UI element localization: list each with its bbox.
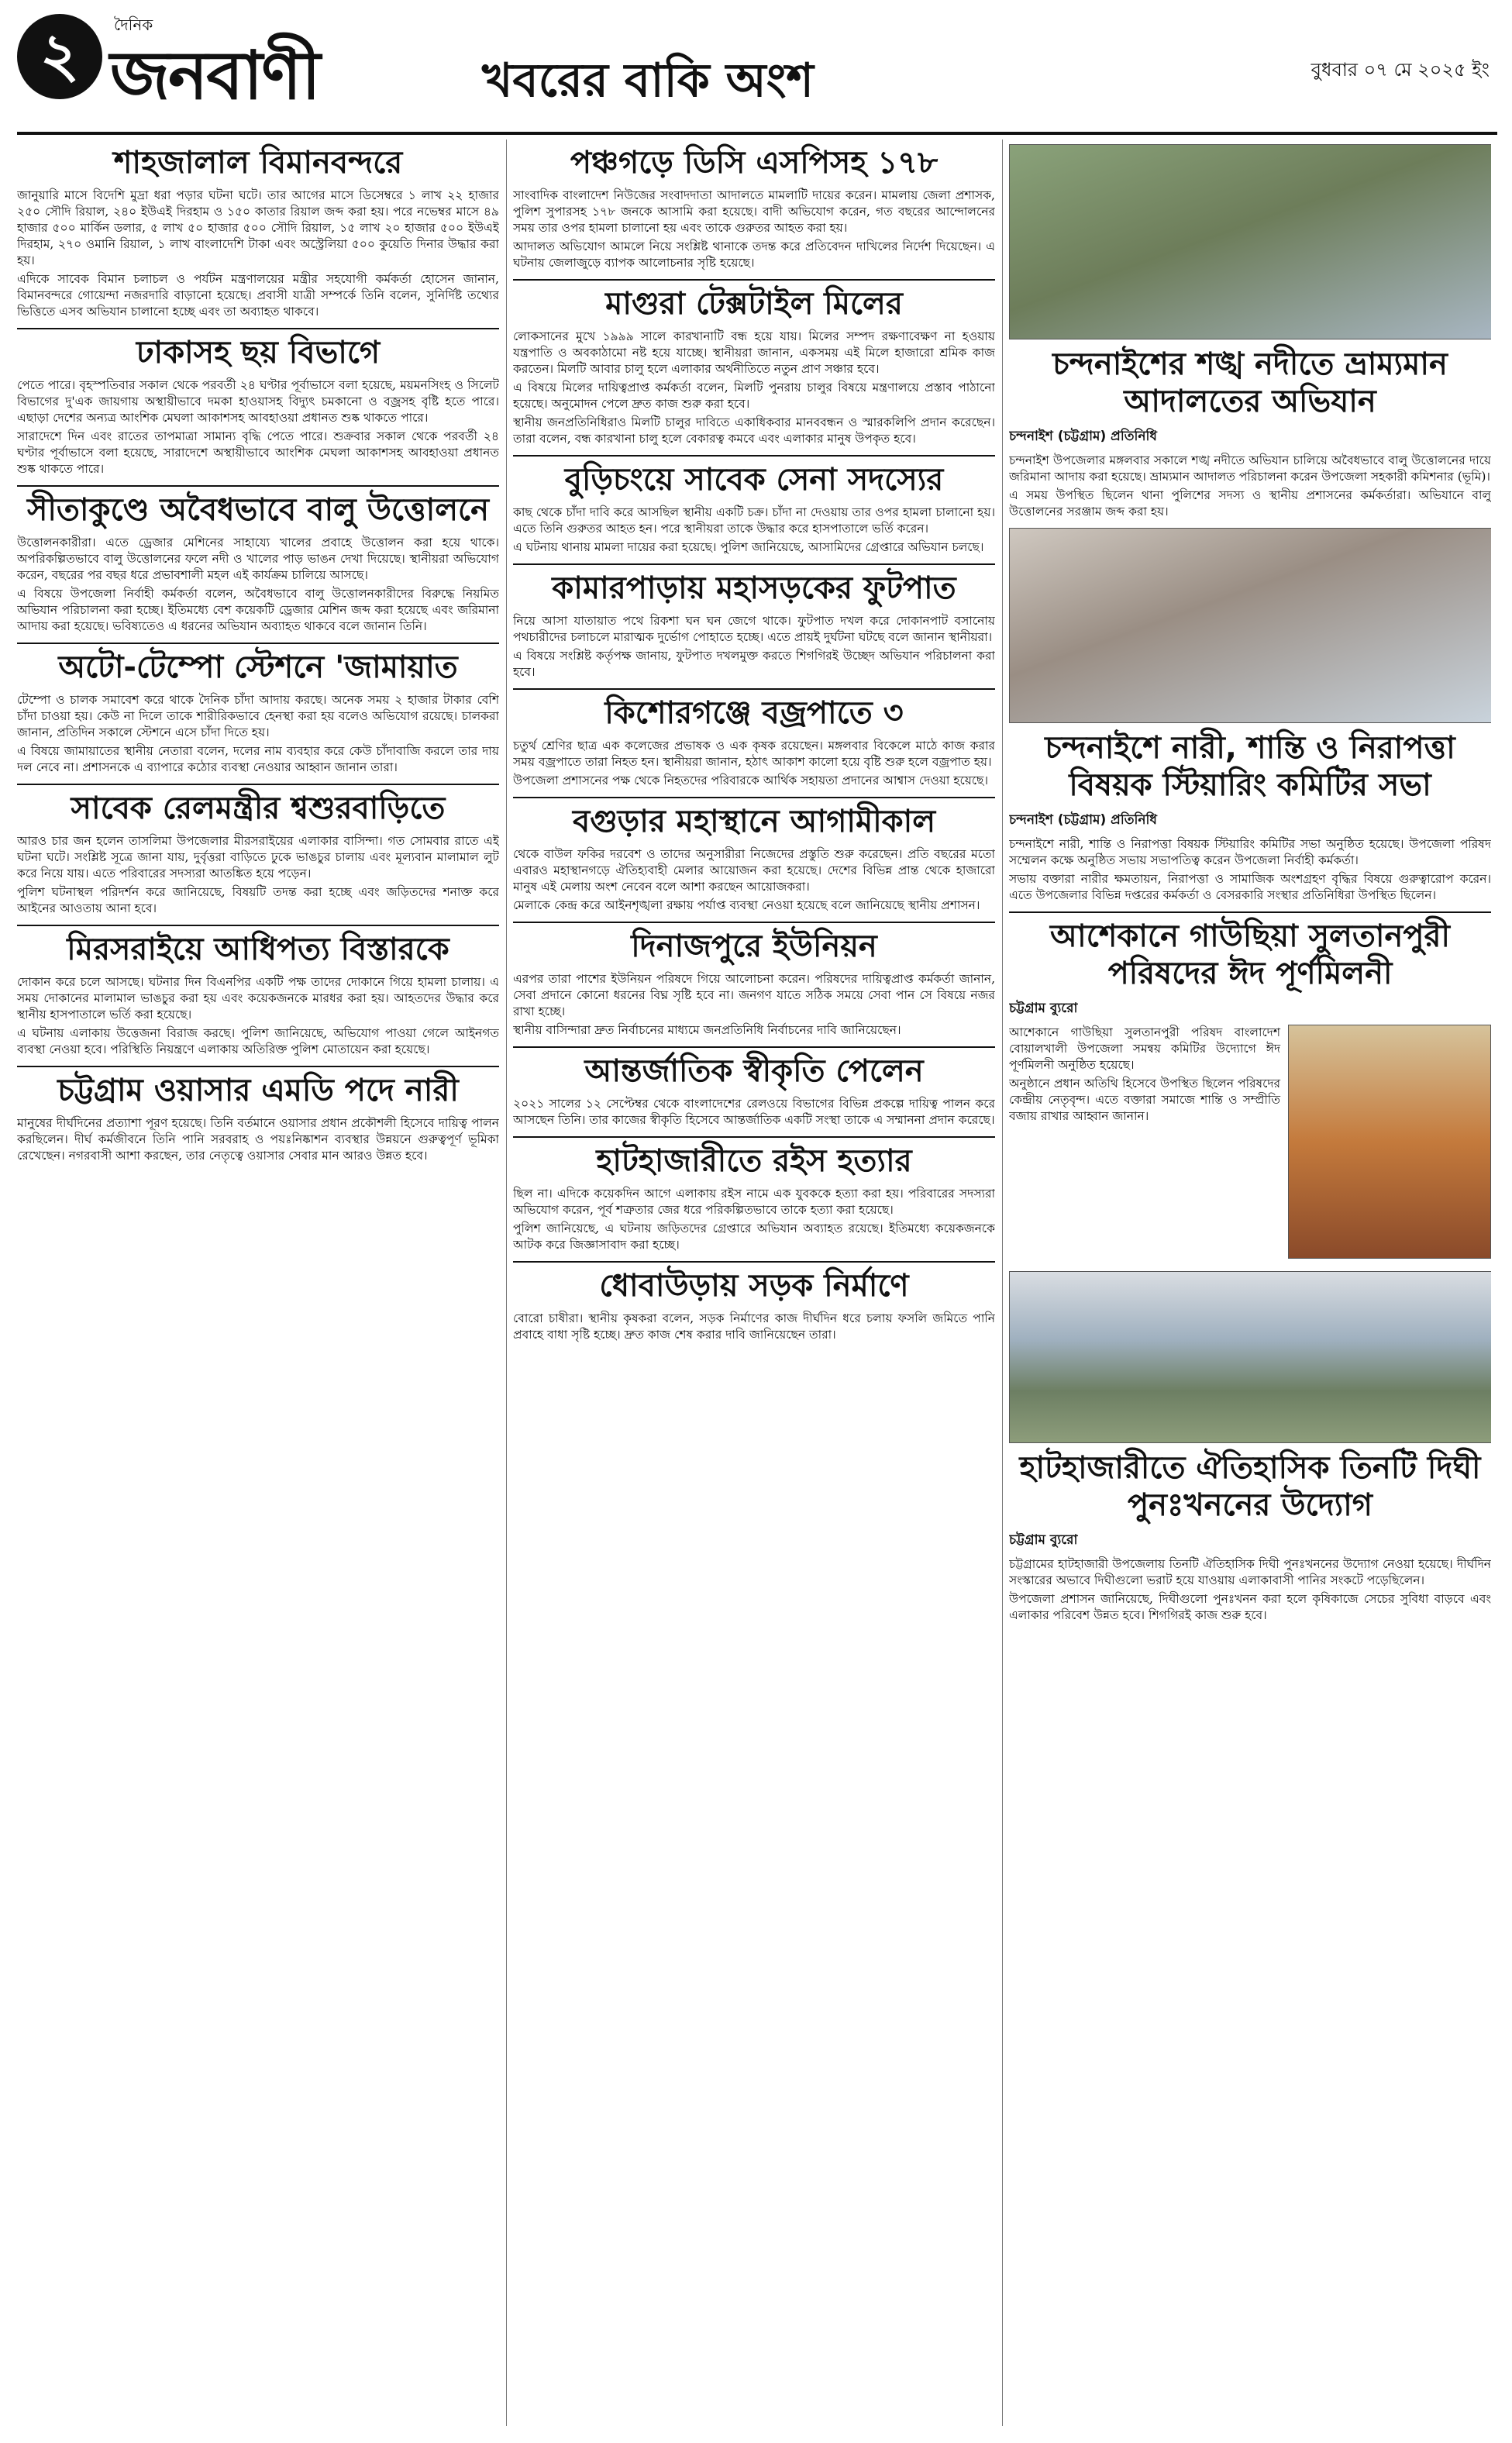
paragraph: অনুষ্ঠানে প্রধান অতিথি হিসেবে উপস্থিত ছিলেন পরিষদের কেন্দ্রীয় নেতৃবৃন্দ। এতে বক্তারা সমাজে শান্তি ও সম্প্রীতি বজায় রাখার আহ্বান জানান। bbox=[1009, 1077, 1280, 1123]
column-1 bbox=[17, 140, 499, 2434]
paragraph: এ ঘটনায় থানায় মামলা দায়ের করা হয়েছে। পুলিশ জানিয়েছে, আসামিদের গ্রেপ্তারে অভিযান চলছে। bbox=[513, 540, 984, 554]
paragraph: উত্তোলনকারীরা। এতে ড্রেজার মেশিনের সাহায্যে খালের প্রবাহে উত্তোলন করা হয়ে থাকে। অপরিকল্পিতভাবে বালু উত্তোলনের ফলে নদী ও খালের পাড় ভাঙন দেখা দিয়েছে। স্থানীয়রা অভিযোগ করেন, বছরের পর বছর ধরে প্রভাবশালী মহল এই কার্যক্রম চালিয়ে আসছে। bbox=[17, 536, 499, 582]
story-international bbox=[513, 1046, 995, 1128]
paragraph: এরপর তারা পাশের ইউনিয়ন পরিষদে গিয়ে আলোচনা করেন। পরিষদের দায়িত্বপ্রাপ্ত কর্মকর্তা জানান, সেবা প্রদানে কোনো ধরনের বিঘ্ন সৃষ্টি হবে না। জনগণ যাতে সঠিক সময়ে সেবা পান সে বিষয়ে নজর রাখা হচ্ছে। bbox=[513, 972, 995, 1018]
column-2 bbox=[513, 140, 995, 2434]
story-railminister bbox=[17, 784, 499, 917]
paragraph: সাংবাদিক বাংলাদেশ নিউজের সংবাদদাতা আদালতে মামলাটি দায়ের করেন। মামলায় জেলা প্রশাসক, পুলিশ সুপারসহ ১৭৮ জনকে আসামি করা হয়েছে। বাদী অভিযোগ করেন, গত বছরের আন্দোলনের সময় তার ওপর হামলা চালানো হয় এবং তাকে গুরুতর আহত করা হয়। bbox=[513, 188, 995, 235]
headline: চট্টগ্রাম ওয়াসার এমডি পদে নারী bbox=[17, 1066, 499, 1109]
column-3 bbox=[1009, 140, 1491, 2434]
paragraph: এ বিষয়ে জামায়াতের স্থানীয় নেতারা বলেন, দলের নাম ব্যবহার করে কেউ চাঁদাবাজি করলে তার দায় দল নেবে না। প্রশাসনকে এ ব্যাপারে কঠোর ব্যবস্থা নেওয়ার আহ্বান জানান তারা। bbox=[17, 744, 499, 774]
story-shahjalal bbox=[17, 144, 499, 320]
dateline: চন্দনাইশ (চট্টগ্রাম) প্রতিনিধি bbox=[1009, 429, 1157, 444]
issue-date: বুধবার ০৭ মে ২০২৫ ইং bbox=[1311, 59, 1490, 81]
story-hathazari bbox=[513, 1136, 995, 1253]
story-asheklan bbox=[1009, 911, 1491, 1263]
page-number: ২ bbox=[17, 14, 102, 99]
paragraph: স্থানীয় বাসিন্দারা দ্রুত নির্বাচনের মাধ্যমে জনপ্রতিনিধি নির্বাচনের দাবি জানিয়েছেন। bbox=[513, 1023, 901, 1037]
paragraph: আরও চার জন হলেন তাসলিমা উপজেলার মীরসরাইয়ের এলাকার বাসিন্দা। গত সোমবার রাতে এই ঘটনা ঘটে। সংশ্লিষ্ট সূত্রে জানা যায়, দুর্বৃত্তরা বাড়িতে ঢুকে ভাঙচুর চালায় এবং মূল্যবান মালামাল লুট করে নিয়ে যায়। এতে পরিবারের সদস্যরা আতঙ্কিত হয়ে পড়েন। bbox=[17, 834, 499, 880]
paragraph: আশেকানে গাউছিয়া সুলতানপুরী পরিষদ বাংলাদেশ বোয়ালখালী উপজেলা সমন্বয় কমিটির উদ্যোগে ঈদ পূর্ণমিলনী অনুষ্ঠিত হয়েছে। bbox=[1009, 1025, 1280, 1072]
story-kamarpara bbox=[513, 563, 995, 681]
paragraph: জানুয়ারি মাসে বিদেশি মুদ্রা ধরা পড়ার ঘটনা ঘটে। তার আগের মাসে ডিসেম্বরে ১ লাখ ২২ হাজার ২৫০ সৌদি রিয়াল, ২৪০ ইউএই দিরহাম ও ১৫০ কাতার রিয়াল জব্দ করা হয়। পরে নভেম্বর মাসে ৪৯ হাজার ৫০০ মার্কিন ডলার, ৫ লাখ ৫০ হাজার ৫০০ সৌদি রিয়াল, ১৫ লাখ ২০ হাজার ৫০০ ইউএই দিরহাম, ২৭০ ওমানি রিয়াল, ১ লাখ বাংলাদেশি টাকা এবং অস্ট্রেলিয়া ৫০০ কুয়েতি দিনার উদ্ধার করা হয়। bbox=[17, 188, 499, 267]
headline: শাহজালাল বিমানবন্দরে bbox=[113, 145, 403, 181]
masthead bbox=[17, 8, 1497, 135]
headline: হাটহাজারীতে রইস হত্যার bbox=[513, 1136, 995, 1180]
headline: কিশোরগঞ্জে বজ্রপাতে ৩ bbox=[513, 688, 995, 732]
paragraph: এ বিষয়ে মিলের দায়িত্বপ্রাপ্ত কর্মকর্তা বলেন, মিলটি পুনরায় চালুর বিষয়ে মন্ত্রণালয়ে প্রস্তাব পাঠানো হয়েছে। অনুমোদন পেলে দ্রুত কাজ শুরু করা হবে। bbox=[513, 381, 995, 411]
headline: কামারপাড়ায় মহাসড়কের ফুটপাত bbox=[513, 563, 995, 607]
headline: পঞ্চগড়ে ডিসি এসপিসহ ১৭৮ bbox=[570, 145, 939, 181]
paragraph: মেলাকে কেন্দ্র করে আইনশৃঙ্খলা রক্ষায় পর্যাপ্ত ব্যবস্থা নেওয়া হয়েছে বলে জানিয়েছে স্থানীয় প্রশাসন। bbox=[513, 898, 980, 912]
headline: সাবেক রেলমন্ত্রীর শ্বশুরবাড়িতে bbox=[17, 784, 499, 827]
paragraph: এ বিষয়ে সংশ্লিষ্ট কর্তৃপক্ষ জানায়, ফুটপাত দখলমুক্ত করতে শিগগিরই উচ্ছেদ অভিযান পরিচালনা করা হবে। bbox=[513, 649, 995, 679]
paragraph: বোরো চাষীরা। স্থানীয় কৃষকরা বলেন, সড়ক নির্মাণের কাজ দীর্ঘদিন ধরে চলায় ফসলি জমিতে পানি প্রবাহে বাধা সৃষ্টি হচ্ছে। দ্রুত কাজ শেষ করার দাবি জানিয়েছেন তারা। bbox=[513, 1311, 995, 1342]
column-divider bbox=[1002, 140, 1003, 2426]
paragraph: মানুষের দীর্ঘদিনের প্রত্যাশা পূরণ হয়েছে। তিনি বর্তমানে ওয়াসার প্রধান প্রকৌশলী হিসেবে দায়িত্ব পালন করছিলেন। দীর্ঘ কর্মজীবনে তিনি পানি সরবরাহ ও পয়ঃনিষ্কাশন ব্যবস্থার উন্নয়নে গুরুত্বপূর্ণ ভূমিকা রেখেছেন। নগরবাসী আশা করছেন, তার নেতৃত্বে ওয়াসার সেবার মান আরও উন্নত হবে। bbox=[17, 1116, 499, 1163]
story-chandanaish-women bbox=[1009, 528, 1491, 904]
story-bogura bbox=[513, 797, 995, 914]
column-divider bbox=[506, 140, 507, 2426]
headline: দিনাজপুরে ইউনিয়ন bbox=[513, 922, 995, 965]
headline: মাগুরা টেক্সটাইল মিলের bbox=[513, 279, 995, 322]
event-photo bbox=[1288, 1025, 1491, 1259]
paragraph: চট্টগ্রামের হাটহাজারী উপজেলায় তিনটি ঐতিহাসিক দিঘী পুনঃখননের উদ্যোগ নেওয়া হয়েছে। দীর্ঘদিন সংস্কারের অভাবে দিঘীগুলো ভরাট হয়ে যাওয়ায় এলাকাবাসী পানির সংকটে পড়েছিলেন। bbox=[1009, 1557, 1491, 1587]
paragraph: চন্দনাইশ উপজেলার মঙ্গলবার সকালে শঙ্খ নদীতে অভিযান চালিয়ে অবৈধভাবে বালু উত্তোলনের দায়ে জরিমানা আদায় করা হয়েছে। ভ্রাম্যমান আদালত পরিচালনা করেন উপজেলা সহকারী কমিশনার (ভূমি)। bbox=[1009, 453, 1491, 484]
paragraph: পুলিশ ঘটনাস্থল পরিদর্শন করে জানিয়েছে, বিষয়টি তদন্ত করা হচ্ছে এবং জড়িতদের শনাক্ত করে আইনের আওতায় আনা হবে। bbox=[17, 885, 499, 915]
section-title: খবরের বাকি অংশ bbox=[482, 53, 814, 108]
paragraph: পুলিশ জানিয়েছে, এ ঘটনায় জড়িতদের গ্রেপ্তারে অভিযান অব্যাহত রয়েছে। ইতিমধ্যে কয়েকজনকে আটক করে জিজ্ঞাসাবাদ করা হচ্ছে। bbox=[513, 1222, 995, 1252]
story-kishoreganj bbox=[513, 688, 995, 789]
paragraph: আদালত অভিযোগ আমলে নিয়ে সংশ্লিষ্ট থানাকে তদন্ত করে প্রতিবেদন দাখিলের নির্দেশ দিয়েছেন। এ ঘটনায় জেলাজুড়ে ব্যাপক আলোচনার সৃষ্টি হয়েছে। bbox=[513, 239, 995, 270]
headline: মিরসরাইয়ে আধিপত্য বিস্তারকে bbox=[17, 925, 499, 968]
story-burichong bbox=[513, 455, 995, 556]
paragraph: উপজেলা প্রশাসন জানিয়েছে, দিঘীগুলো পুনঃখনন করা হলে কৃষিকাজে সেচের সুবিধা বাড়বে এবং এলাকার পরিবেশ উন্নত হবে। শিগগিরই কাজ শুরু হবে। bbox=[1009, 1592, 1491, 1622]
paragraph: এ সময় উপস্থিত ছিলেন থানা পুলিশের সদস্য ও স্থানীয় প্রশাসনের কর্মকর্তারা। অভিযানে বালু উত্তোলনের সরঞ্জাম জব্দ করা হয়। bbox=[1009, 488, 1491, 519]
story-sitakunda bbox=[17, 485, 499, 635]
dateline: চট্টগ্রাম ব্যুরো bbox=[1009, 1532, 1078, 1548]
headline: চন্দনাইশের শঙ্খ নদীতে ভ্রাম্যমান আদালতের অভিযান bbox=[1052, 346, 1448, 419]
headline: অটো-টেম্পো স্টেশনে 'জামায়াত bbox=[17, 643, 499, 686]
story-dinajpur bbox=[513, 922, 995, 1039]
news-photo bbox=[1009, 1271, 1491, 1443]
paragraph: চন্দনাইশে নারী, শান্তি ও নিরাপত্তা বিষয়ক স্টিয়ারিং কমিটির সভা অনুষ্ঠিত হয়েছে। উপজেলা পরিষদ সম্মেলন কক্ষে অনুষ্ঠিত সভায় সভাপতিত্ব করেন উপজেলা নির্বাহী কর্মকর্তা। bbox=[1009, 837, 1491, 867]
headline: সীতাকুণ্ডে অবৈধভাবে বালু উত্তোলনে bbox=[17, 485, 499, 529]
paragraph: স্থানীয় জনপ্রতিনিধিরাও মিলটি চালুর দাবিতে একাধিকবার মানববন্ধন ও স্মারকলিপি প্রদান করেছেন। তারা বলেন, বন্ধ কারখানা চালু হলে বেকারত্ব কমবে এবং এলাকার মানুষ উপকৃত হবে। bbox=[513, 415, 995, 446]
headline: বুড়িচংয়ে সাবেক সেনা সদস্যের bbox=[513, 455, 995, 498]
story-chandanaish-court bbox=[1009, 144, 1491, 520]
story-hathazari-digi bbox=[1009, 1271, 1491, 1624]
headline: ধোবাউড়ায় সড়ক নির্মাণে bbox=[513, 1261, 995, 1304]
paragraph: ছিল না। এদিকে কয়েকদিন আগে এলাকায় রইস নামে এক যুবককে হত্যা করা হয়। পরিবারের সদস্যরা অভিযোগ করেন, পূর্ব শত্রুতার জের ধরে পরিকল্পিতভাবে তাকে হত্যা করা হয়েছে। bbox=[513, 1187, 995, 1217]
news-photo bbox=[1009, 144, 1491, 339]
headline: চন্দনাইশে নারী, শান্তি ও নিরাপত্তা বিষয়ক স্টিয়ারিং কমিটির সভা bbox=[1045, 730, 1455, 803]
paragraph: সভায় বক্তারা নারীর ক্ষমতায়ন, নিরাপত্তা ও সামাজিক অংশগ্রহণ বৃদ্ধির বিষয়ে গুরুত্বারোপ করেন। এতে উপজেলার বিভিন্ন দপ্তরের কর্মকর্তা ও বেসরকারি সংস্থার প্রতিনিধিরা উপস্থিত ছিলেন। bbox=[1009, 872, 1491, 902]
dateline: চন্দনাইশ (চট্টগ্রাম) প্রতিনিধি bbox=[1009, 812, 1157, 828]
paragraph: থেকে বাউল ফকির দরবেশ ও তাদের অনুসারীরা নিজেদের প্রস্তুতি শুরু করেছেন। প্রতি বছরের মতো এবারও মহাস্থানগড়ে ঐতিহ্যবাহী মেলার আয়োজন করা হয়েছে। দেশের বিভিন্ন প্রান্ত থেকে হাজারো মানুষ এই মেলায় অংশ নেবেন বলে আশা করছেন আয়োজকরা। bbox=[513, 847, 995, 894]
paragraph: লোকসানের মুখে ১৯৯৯ সালে কারখানাটি বন্ধ হয়ে যায়। মিলের সম্পদ রক্ষণাবেক্ষণ না হওয়ায় যন্ত্রপাতি ও অবকাঠামো নষ্ট হয়ে যাচ্ছে। স্থানীয়রা জানান, একসময় এই মিলে হাজারো শ্রমিক কাজ করতেন। মিলটি আবার চালু হলে এলাকার অর্থনীতিতে নতুন প্রাণ সঞ্চার হবে। bbox=[513, 329, 995, 376]
story-mirsarai bbox=[17, 925, 499, 1058]
paragraph: দোকান করে চলে আসছে। ঘটনার দিন বিএনপির একটি পক্ষ তাদের দোকানে গিয়ে হামলা চালায়। এ সময় দোকানের মালামাল ভাঙচুর করা হয় এবং কয়েকজনকে মারধর করা হয়। আহতদের উদ্ধার করে স্থানীয় হাসপাতালে ভর্তি করা হয়েছে। bbox=[17, 975, 499, 1022]
paragraph: এ বিষয়ে উপজেলা নির্বাহী কর্মকর্তা বলেন, অবৈধভাবে বালু উত্তোলনকারীদের বিরুদ্ধে নিয়মিত অভিযান পরিচালনা করা হচ্ছে। ইতিমধ্যে বেশ কয়েকটি ড্রেজার মেশিন জব্দ করা হয়েছে এবং জরিমানা আদায় করা হয়েছে। ভবিষ্যতেও এ ধরনের অভিযান অব্যাহত থাকবে বলে জানান তিনি। bbox=[17, 587, 499, 633]
paragraph: নিয়ে আসা যাতায়াত পথে রিকশা ঘন ঘন জেগে থাকে। ফুটপাত দখল করে দোকানপাট বসানোয় পথচারীদের চলাচলে মারাত্মক দুর্ভোগ পোহাতে হচ্ছে। এতে প্রায়ই দুর্ঘটনা ঘটছে বলে জানান স্থানীয়রা। bbox=[513, 614, 995, 644]
paragraph: এদিকে সাবেক বিমান চলাচল ও পর্যটন মন্ত্রণালয়ের মন্ত্রীর সহযোগী কর্মকর্তা হোসেন জানান, বিমানবন্দরে গোয়েন্দা নজরদারি বাড়ানো হয়েছে। প্রবাসী যাত্রী সম্পর্কে তিনি বলেন, সুনির্দিষ্ট তথ্যের ভিত্তিতে এসব অভিযান চালানো হচ্ছে এবং তা অব্যাহত থাকবে। bbox=[17, 272, 499, 319]
headline: আন্তর্জাতিক স্বীকৃতি পেলেন bbox=[513, 1046, 995, 1090]
newspaper-logo: জনবাণী bbox=[110, 36, 319, 115]
dateline: চট্টগ্রাম ব্যুরো bbox=[1009, 1001, 1078, 1016]
story-wasa bbox=[17, 1066, 499, 1164]
paragraph: ২০২১ সালের ১২ সেপ্টেম্বর থেকে বাংলাদেশের রেলওয়ে বিভাগের বিভিন্ন প্রকল্পে দায়িত্ব পালন করে আসছেন তিনি। তার কাজের স্বীকৃতি হিসেবে আন্তর্জাতিক একটি সংস্থা তাকে এ সম্মাননা প্রদান করেছে। bbox=[513, 1097, 995, 1127]
story-panchagarh bbox=[513, 144, 995, 271]
story-dhaka-rain bbox=[17, 328, 499, 477]
headline: ঢাকাসহ ছয় বিভাগে bbox=[17, 328, 499, 371]
story-maguri bbox=[513, 279, 995, 447]
paragraph: টেম্পো ও চালক সমাবেশ করে থাকে দৈনিক চাঁদা আদায় করছে। অনেক সময় ২ হাজার টাকার বেশি চাঁদা চাওয়া হয়। কেউ না দিলে তাকে শারীরিকভাবে হেনস্থা করা হয় বলেও অভিযোগ রয়েছে। চালকরা জানান, প্রতিদিন সকালে স্টেশনে এসে চাঁদা দিতে হয়। bbox=[17, 693, 499, 739]
paragraph: পেতে পারে। বৃহস্পতিবার সকাল থেকে পরবর্তী ২৪ ঘণ্টার পূর্বাভাসে বলা হয়েছে, ময়মনসিংহ ও সিলেট বিভাগের দু'এক জায়গায় অস্থায়ীভাবে দমকা হাওয়াসহ বিদ্যুৎ চমকানো ও বজ্রসহ বৃষ্টি হতে পারে। এছাড়া দেশের অন্যত্র আংশিক মেঘলা আকাশসহ আবহাওয়া প্রধানত শুষ্ক থাকতে পারে। bbox=[17, 378, 499, 425]
headline: বগুড়ার মহাস্থানে আগামীকাল bbox=[513, 797, 995, 840]
paragraph: উপজেলা প্রশাসনের পক্ষ থেকে নিহতদের পরিবারকে আর্থিক সহায়তা প্রদানের আশ্বাস দেওয়া হয়েছে। bbox=[513, 774, 988, 787]
story-auto-tempo bbox=[17, 643, 499, 776]
paragraph: চতুর্থ শ্রেণির ছাত্র এক কলেজের প্রভাষক ও এক কৃষক রয়েছেন। মঙ্গলবার বিকেলে মাঠে কাজ করার সময় বজ্রপাতে তারা নিহত হন। স্থানীয়রা জানান, হঠাৎ আকাশ কালো হয়ে বৃষ্টি শুরু হলে বজ্রপাত হয়। bbox=[513, 739, 995, 769]
headline: আশেকানে গাউছিয়া সুলতানপুরী পরিষদের ঈদ পূর্ণমিলনী bbox=[1009, 911, 1491, 992]
logo-prefix: দৈনিক bbox=[114, 16, 153, 34]
paragraph: সারাদেশে দিন এবং রাতের তাপমাত্রা সামান্য বৃদ্ধি পেতে পারে। শুক্রবার সকাল থেকে পরবর্তী ২৪ ঘণ্টার পূর্বাভাসে বলা হয়েছে, সারাদেশে অস্থায়ীভাবে আংশিক মেঘলা আকাশসহ আবহাওয়া প্রধানত শুষ্ক থাকতে পারে। bbox=[17, 429, 499, 476]
paragraph: এ ঘটনায় এলাকায় উত্তেজনা বিরাজ করছে। পুলিশ জানিয়েছে, অভিযোগ পাওয়া গেলে আইনগত ব্যবস্থা নেওয়া হবে। পরিস্থিতি নিয়ন্ত্রণে এলাকায় অতিরিক্ত পুলিশ মোতায়েন করা হয়েছে। bbox=[17, 1026, 499, 1056]
story-dhobaura bbox=[513, 1261, 995, 1343]
paragraph: কাছ থেকে চাঁদা দাবি করে আসছিল স্থানীয় একটি চক্র। চাঁদা না দেওয়ায় তার ওপর হামলা চালানো হয়। এতে তিনি গুরুতর আহত হন। পরে স্থানীয়রা তাকে উদ্ধার করে হাসপাতালে ভর্তি করেন। bbox=[513, 505, 995, 536]
news-photo bbox=[1009, 528, 1491, 723]
headline: হাটহাজারীতে ঐতিহাসিক তিনটি দিঘী পুনঃখননের উদ্যোগ bbox=[1019, 1450, 1481, 1523]
